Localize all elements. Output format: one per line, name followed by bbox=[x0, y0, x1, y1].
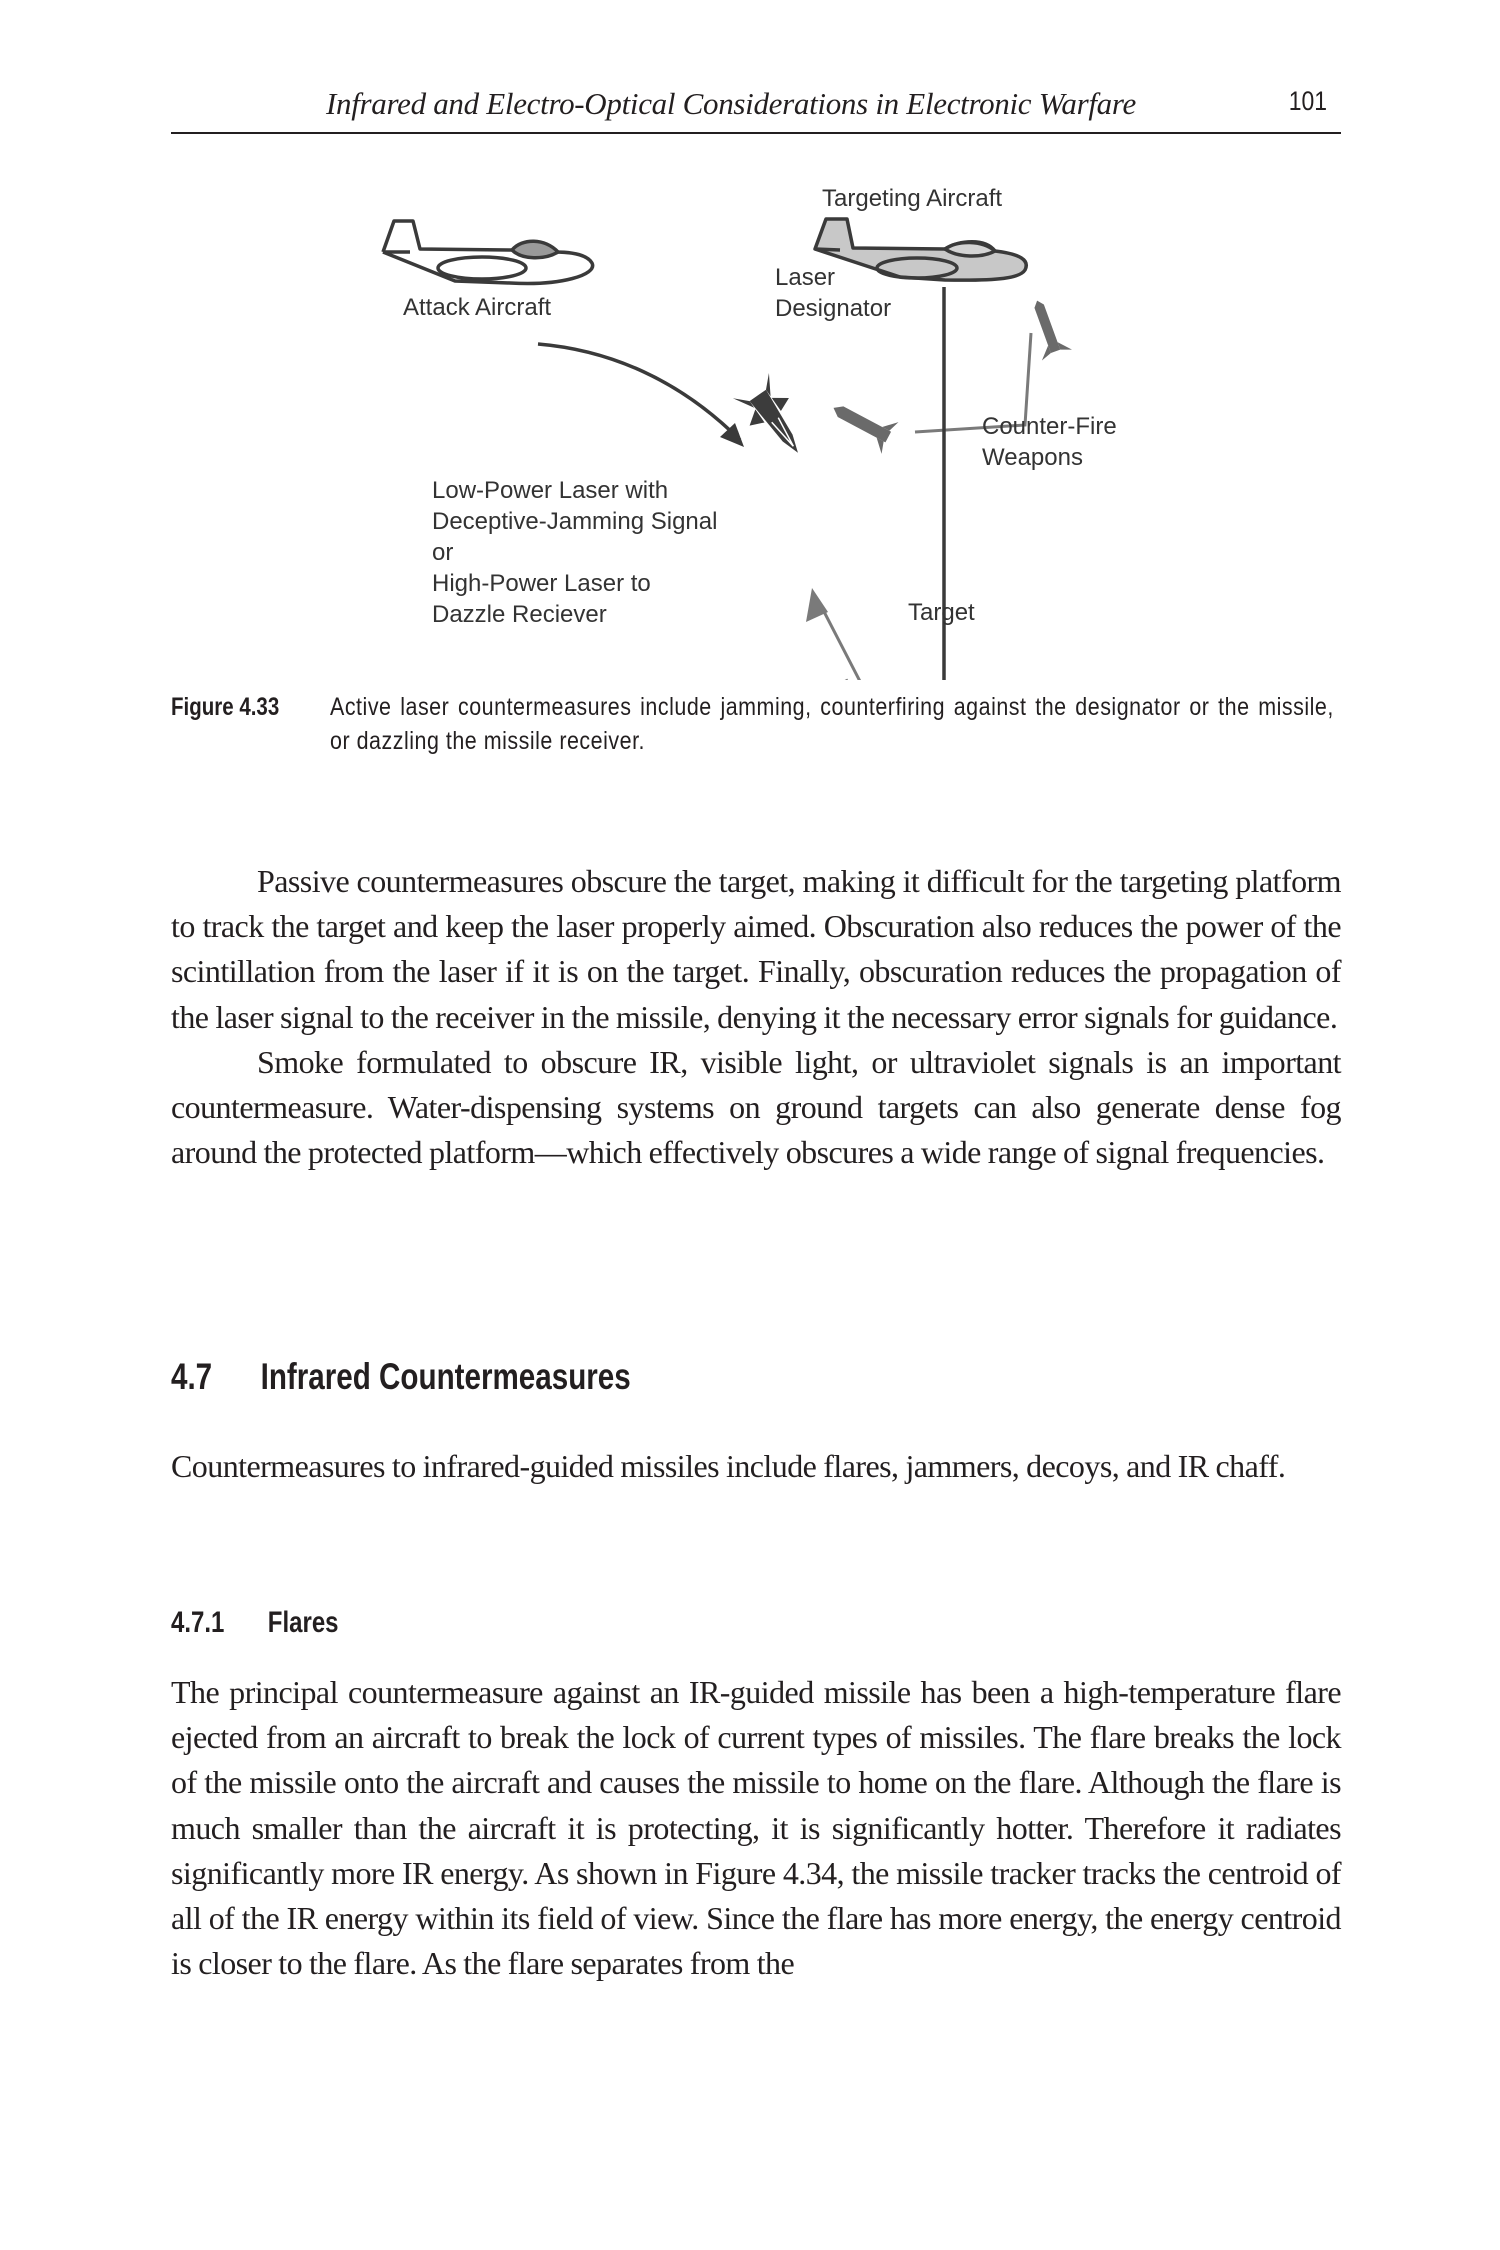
flares-text bbox=[171, 1670, 1341, 1986]
paragraph: Passive countermeasures obscure the target, making it difficult for the targeting platform to track the target and keep the laser properly aimed. Obscuration also reduces the power of the scintillation from the laser if it is on the target. Finally, obscuration reduces the propagation of the laser signal to the receiver in the missile, denying it the necessary error signals for guidance. bbox=[171, 863, 1341, 1035]
arrowhead-icon bbox=[806, 588, 828, 622]
paragraph: Countermeasures to infrared-guided missiles include flares, jammers, decoys, and IR chaff. bbox=[171, 1448, 1286, 1484]
section-intro-text bbox=[171, 1444, 1341, 1489]
section-number: 4.7 bbox=[171, 1356, 213, 1397]
targeting-aircraft-icon bbox=[815, 219, 1026, 280]
counter-fire-label-line2: Weapons bbox=[982, 444, 1083, 471]
attack-aircraft-label: Attack Aircraft bbox=[403, 294, 552, 321]
caption-label: Figure 4.33 bbox=[171, 693, 280, 721]
section-heading bbox=[171, 1356, 631, 1398]
guided-missile-icon bbox=[731, 372, 817, 467]
laser-countermeasures-diagram bbox=[0, 0, 1500, 680]
laser-note-line3: or bbox=[432, 539, 454, 566]
subsection-title: Flares bbox=[267, 1606, 339, 1639]
laser-designator-label-line2: Designator bbox=[775, 295, 892, 322]
subsection-heading bbox=[171, 1606, 339, 1640]
laser-designator-label-line1: Laser bbox=[775, 264, 836, 291]
figure-4-33 bbox=[0, 0, 1500, 680]
counter-fire-missile-icon bbox=[825, 392, 898, 454]
caption-text: Active laser countermeasures include jamming, counterfiring against the designator or the missile, or dazzling the missile receiver. bbox=[330, 693, 1334, 755]
target-label: Target bbox=[908, 599, 975, 626]
page-number: 101 bbox=[1288, 86, 1327, 116]
running-title: Infrared and Electro-Optical Considerations in Electronic Warfare bbox=[326, 86, 1136, 121]
targeting-aircraft-label: Targeting Aircraft bbox=[822, 185, 1003, 212]
section-title: Infrared Countermeasures bbox=[260, 1356, 631, 1397]
passive-countermeasures-text bbox=[171, 859, 1341, 1175]
laser-note-line5: Dazzle Reciever bbox=[432, 601, 607, 628]
paragraph: Smoke formulated to obscure IR, visible light, or ultraviolet signals is an important countermeasure. Water-dispensing systems on ground targets can also generate dense fog around the protected platform—which effectively obscures a wide range of signal frequencies. bbox=[171, 1043, 1341, 1171]
attack-aircraft-icon bbox=[383, 221, 593, 283]
subsection-number: 4.7.1 bbox=[171, 1606, 225, 1639]
laser-note-line4: High-Power Laser to bbox=[432, 570, 651, 597]
attack-trajectory-arrow bbox=[538, 344, 740, 440]
laser-note-line1: Low-Power Laser with bbox=[432, 477, 669, 504]
counter-fire-label-line1: Counter-Fire bbox=[982, 413, 1117, 440]
paragraph: The principal countermeasure against an IR-guided missile has been a high-temperature flare ejected from an aircraft to break the lock of current types of missiles. The flare breaks the lock of the missile onto the aircraft and causes the missile to home on the flare. Although the flare is much smaller than the aircraft it is protecting, it is significantly hotter. Therefore it radiates significantly more IR energy. As shown in Figure 4.34, the missile tracker tracks the centroid of all of the IR energy within its field of view. Since the flare has more energy, the energy centroid is closer to the flare. As the flare separates from the bbox=[171, 1674, 1341, 1982]
jamming-laser-beam bbox=[818, 600, 897, 680]
laser-note-line2: Deceptive-Jamming Signal bbox=[432, 508, 718, 535]
